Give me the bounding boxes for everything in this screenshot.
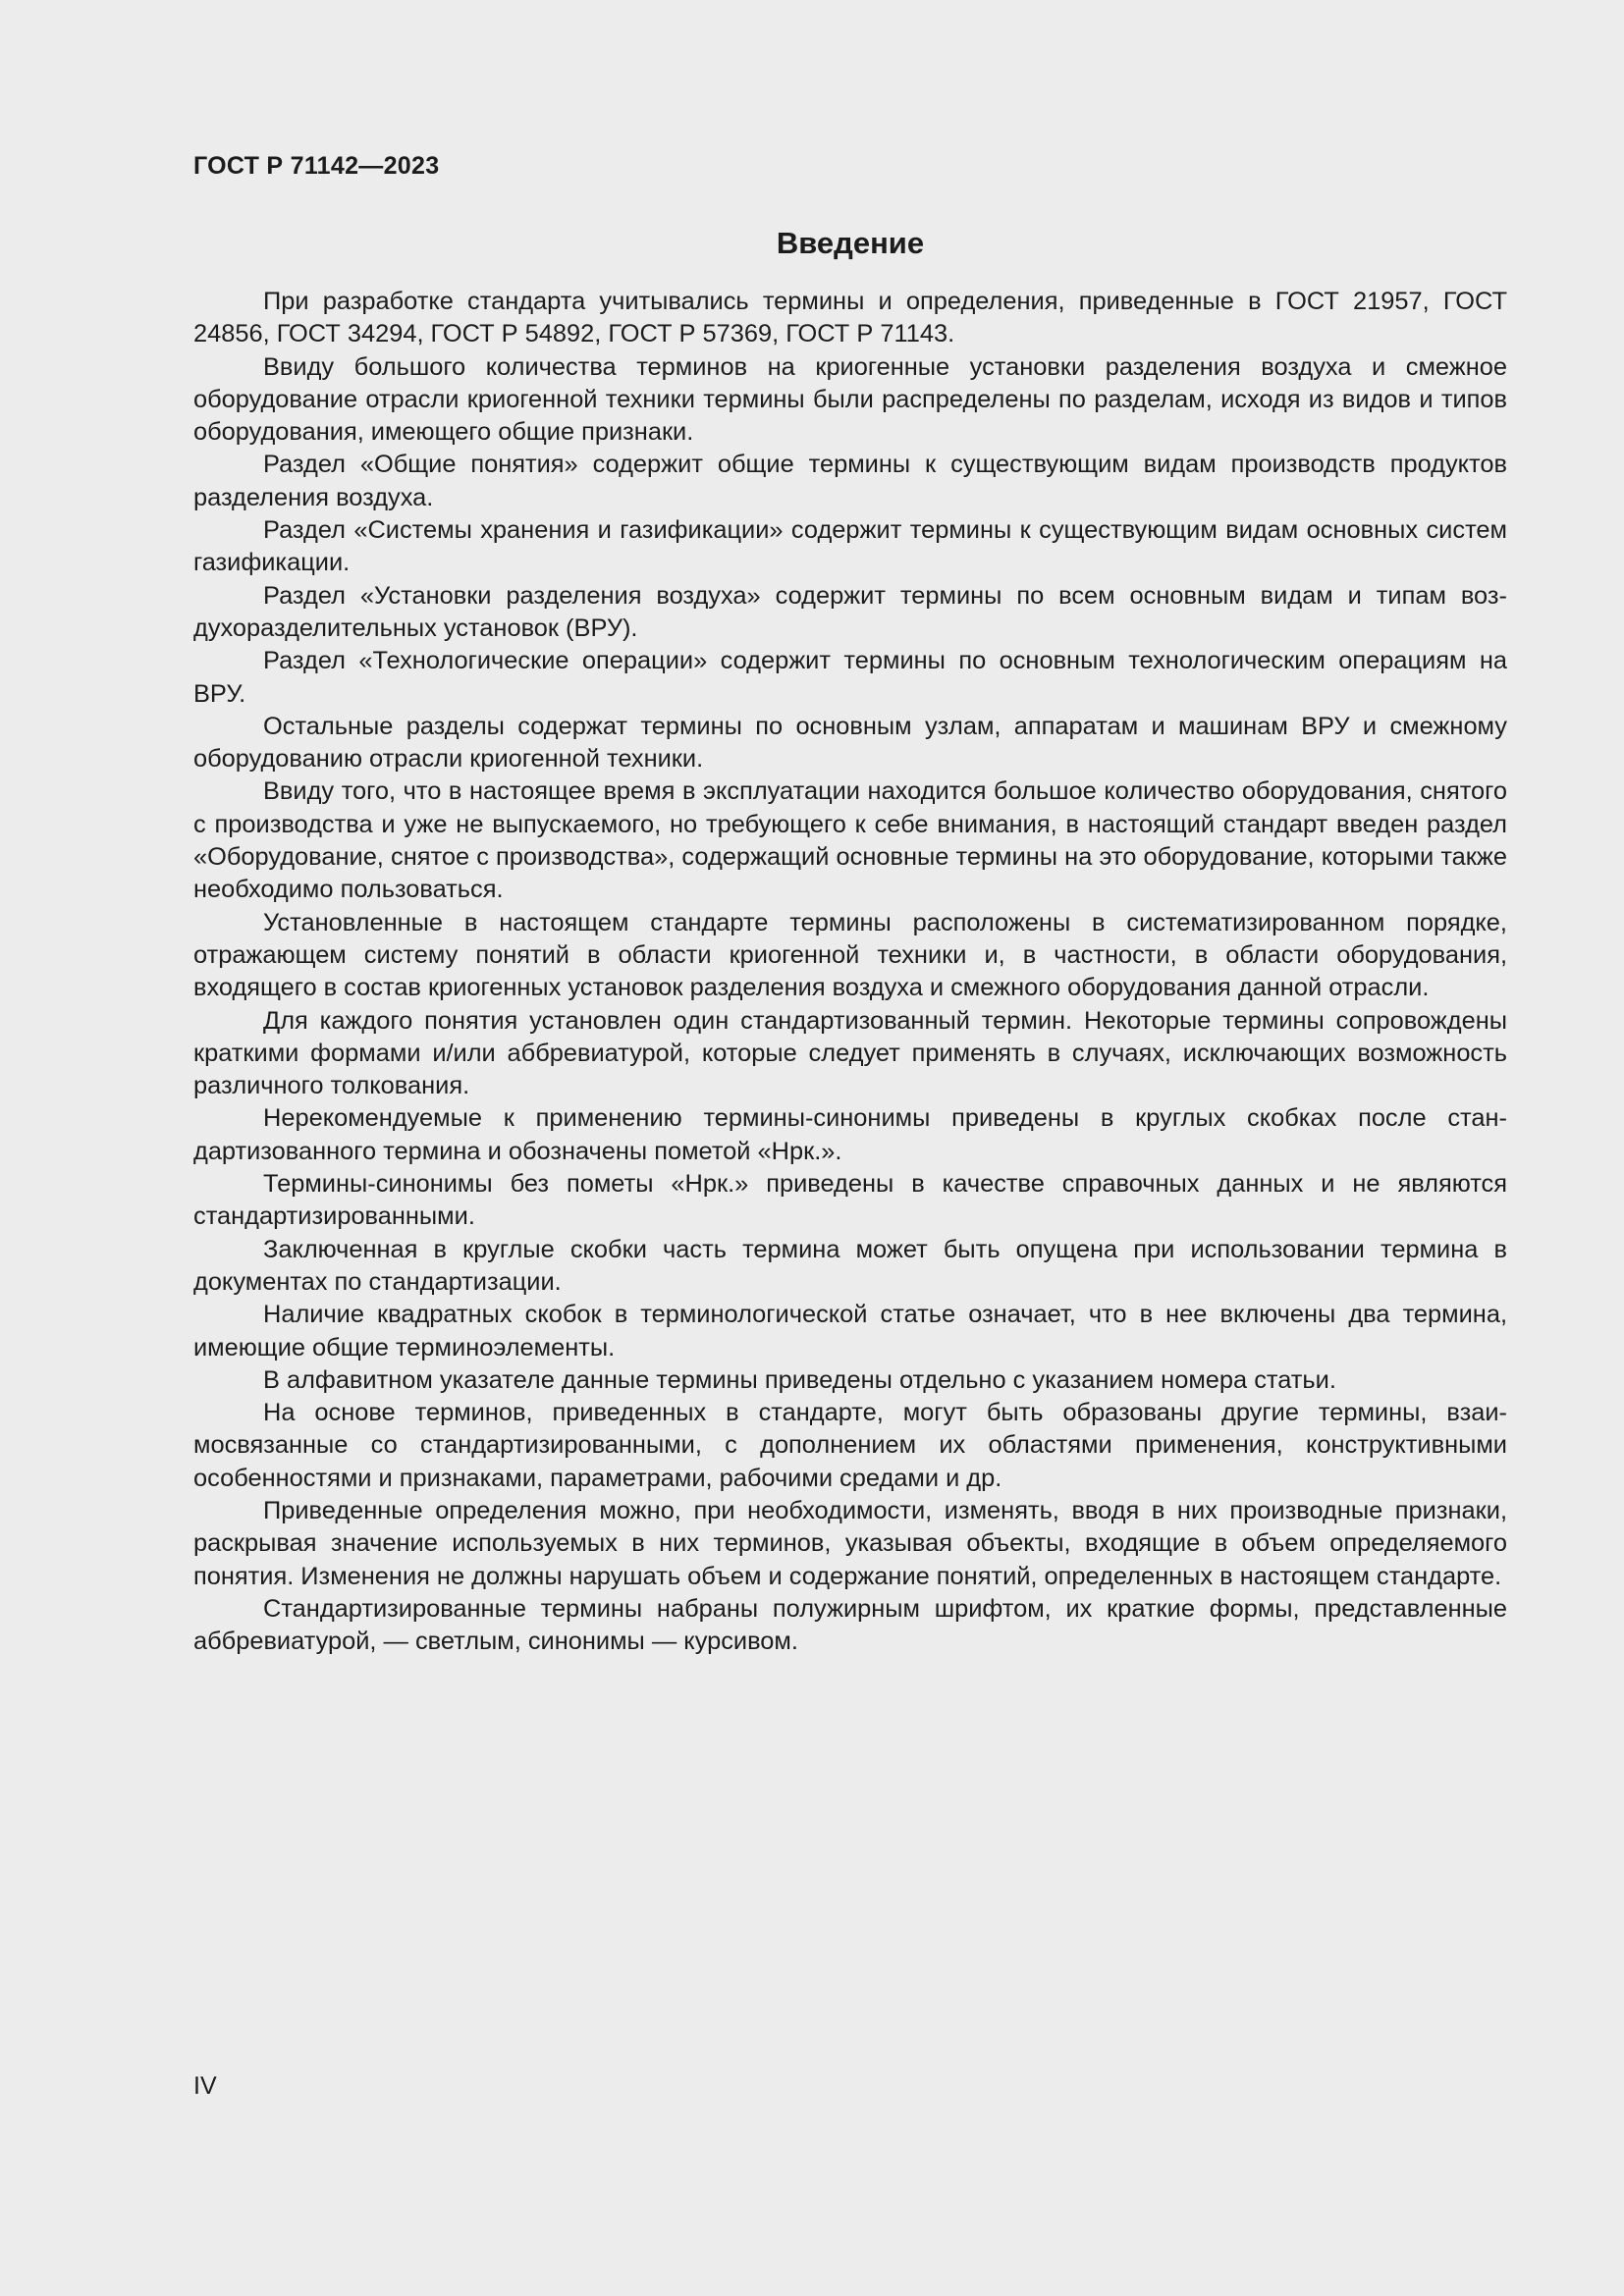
paragraph: Раздел «Общие понятия» содержит общие термины к существующим видам производств продуктов разделения воздуха. xyxy=(193,451,1507,511)
paragraph: На основе терминов, приведенных в стандарте, могут быть образованы другие термины, взаимосвязанные со стандартизированными, с дополнением их областями применения, конструктивными особенностями и признаками, параметрами, рабочими средами и др. xyxy=(193,1399,1507,1492)
body-text xyxy=(193,286,1507,1658)
paragraph: При разработке стандарта учитывались термины и определения, приведенные в ГОСТ 21957, ГОСТ 24856, ГОСТ 34294, ГОСТ Р 54892, ГОСТ Р 57369, ГОСТ Р 71143. xyxy=(193,288,1507,348)
paragraph: Нерекомендуемые к применению термины-синонимы приведены в круглых скобках после стандартизованного термина и обозначены пометой «Нрк.». xyxy=(193,1104,1507,1165)
paragraph: Заключенная в круглые скобки часть термина может быть опущена при использовании термина в документах по стандартизации. xyxy=(193,1235,1507,1296)
paragraph: Раздел «Технологические операции» содержит термины по основным технологическим операциям на ВРУ. xyxy=(193,647,1507,708)
page-number: IV xyxy=(193,2072,217,2100)
paragraph: Ввиду большого количества терминов на криогенные установки разделения воздуха и смежное оборудование отрасли криогенной техники термины были распределены по разделам, исходя из видов и типов оборудования, имеющего общие признаки. xyxy=(193,352,1507,447)
paragraph: Установленные в настоящем стандарте термины расположены в систематизированном порядке, отражающем систему понятий в области криогенной техники и, в частности, в области оборудования, входящего в состав криогенных установок разделения воздуха и смежного оборудования данной отрасли. xyxy=(193,908,1507,1002)
paragraph: Для каждого понятия установлен один стандартизованный термин. Некоторые термины сопровождены краткими формами и/или аббревиатурой, которые следует применять в случаях, исключающих возможность различного толкования. xyxy=(193,1006,1507,1100)
paragraph: В алфавитном указателе данные термины приведены отдельно с указанием номера статьи. xyxy=(263,1365,1336,1394)
paragraph: Раздел «Установки разделения воздуха» содержит термины по всем основным видам и типам воздухоразделительных установок (ВРУ). xyxy=(193,581,1507,642)
paragraph: Остальные разделы содержат термины по основным узлам, аппаратам и машинам ВРУ и смежному оборудованию отрасли криогенной техники. xyxy=(193,712,1507,774)
paragraph: Ввиду того, что в настоящее время в эксплуатации находится большое количество оборудования, снятого с производства и уже не выпускаемого, но требующего к себе внимания, в настоящий стандарт введен раздел «Оборудование, снятое с производства», содержащий основные термины на это оборудование, которыми также необходимо пользоваться. xyxy=(193,777,1507,904)
paragraph: Раздел «Системы хранения и газификации» содержит термины к существующим видам основных систем газификации. xyxy=(193,516,1507,577)
paragraph: Стандартизированные термины набраны полужирным шрифтом, их краткие формы, представленные аббревиатурой, — светлым, синонимы — курсивом. xyxy=(193,1594,1507,1656)
paragraph: Наличие квадратных скобок в терминологической статье означает, что в нее включены два термина, имеющие общие терминоэлементы. xyxy=(193,1301,1507,1362)
paragraph: Приведенные определения можно, при необходимости, изменять, вводя в них производные признаки, раскрывая значение используемых в них терминов, указывая объекты, входящие в объем определяемого понятия. Изменения не должны нарушать объем и содержание понятий, определенных в настоящем стандарте. xyxy=(193,1496,1507,1590)
section-title: Введение xyxy=(776,226,925,260)
paragraph: Термины-синонимы без пометы «Нрк.» приведены в качестве справочных данных и не являются стандартизированными. xyxy=(193,1170,1507,1231)
page-header: ГОСТ Р 71142—2023 xyxy=(193,152,440,180)
